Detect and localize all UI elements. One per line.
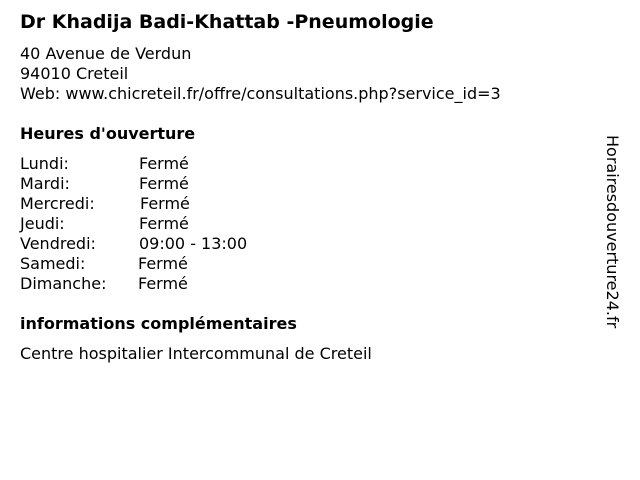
website-text: Web: www.chicreteil.fr/offre/consultations.php?service_id=3 [20, 84, 501, 103]
opening-hours-heading: Heures d'ouverture [20, 124, 196, 143]
hours-value: Fermé [140, 194, 190, 213]
address-block [20, 44, 501, 104]
hours-value: Fermé [139, 214, 189, 233]
hours-value: 09:00 - 13:00 [139, 234, 248, 253]
hours-day: Jeudi: [20, 214, 65, 233]
hours-value: Fermé [138, 274, 188, 293]
hours-day: Vendredi: [20, 234, 96, 253]
hours-value: Fermé [139, 174, 189, 193]
address-city: 94010 Creteil [20, 64, 129, 83]
site-brand: Horairesdouverture24.fr [603, 135, 622, 329]
hours-day: Lundi: [20, 154, 69, 173]
hours-value: Fermé [138, 254, 188, 273]
additional-info-text: Centre hospitalier Intercommunal de Creteil [20, 344, 372, 363]
hours-day: Dimanche: [20, 274, 107, 293]
hours-day: Samedi: [20, 254, 86, 273]
address-street: 40 Avenue de Verdun [20, 44, 192, 63]
hours-day: Mercredi: [20, 194, 95, 213]
additional-info-heading: informations complémentaires [20, 314, 297, 333]
page-title: Dr Khadija Badi-Khattab -Pneumologie [20, 11, 434, 33]
hours-value: Fermé [139, 154, 189, 173]
hours-day: Mardi: [20, 174, 70, 193]
